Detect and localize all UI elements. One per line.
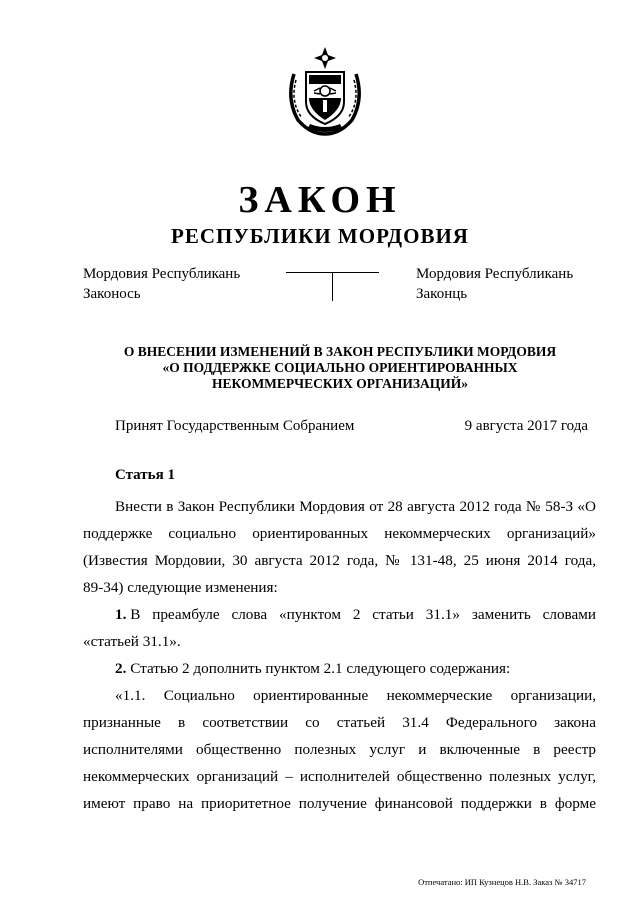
quote-line: признанные в соответствии со статьей 31.4 Федерального закона: [83, 714, 596, 731]
paragraph-line: «статьей 31.1».: [83, 633, 181, 650]
adoption-date: 9 августа 2017 года: [464, 418, 588, 434]
paragraph-line: поддержке социально ориентированных некоммерческих организаций»: [83, 525, 596, 542]
quote-line: исполнителями общественно полезных услуг и включенные в реестр: [83, 741, 596, 758]
paragraph-line: 89-34) следующие изменения:: [83, 579, 278, 596]
item-number: 1.: [115, 606, 127, 623]
moksha-title-right: Мордовия Республикань Законць: [416, 266, 574, 302]
document-title: ЗАКОН: [238, 179, 402, 221]
quote-line: «1.1. Социально ориентированные некоммерческие организации,: [115, 687, 596, 704]
printer-footer: Отпечатано: ИП Кузнецов Н.В. Заказ № 34717: [418, 877, 586, 887]
article-heading: Статья 1: [115, 467, 175, 483]
adopted-by: Принят Государственным Собранием: [115, 418, 355, 434]
paragraph-line: (Известия Мордовии, 30 августа 2012 года, № 131-48, 25 июня 2014 года,: [83, 552, 596, 569]
moksha-title-left: Мордовия Республикань Законось: [83, 266, 241, 302]
document-subtitle: РЕСПУБЛИКИ МОРДОВИЯ: [171, 224, 469, 248]
list-item-2: [115, 659, 596, 679]
quote-line: имеют право на приоритетное получение финансовой поддержки в форме: [83, 795, 596, 812]
coat-of-arms-emblem: [284, 44, 366, 136]
item-text: В преамбуле слова «пунктом 2 статьи 31.1» заменить словами: [130, 606, 596, 623]
header-divider-vertical: [332, 272, 333, 301]
item-number: 2.: [115, 660, 127, 677]
list-item-1: [115, 605, 596, 625]
item-text: Статью 2 дополнить пунктом 2.1 следующего содержания:: [130, 660, 511, 677]
quote-line: некоммерческих организаций – исполнителей общественно полезных услуг,: [83, 768, 596, 785]
paragraph-line: Внести в Закон Республики Мордовия от 28 августа 2012 года № 58-З «О: [115, 498, 596, 515]
law-title: О ВНЕСЕНИИ ИЗМЕНЕНИЙ В ЗАКОН РЕСПУБЛИКИ МОРДОВИЯ «О ПОДДЕРЖКЕ СОЦИАЛЬНО ОРИЕНТИРОВАННЫХ НЕКОММЕРЧЕСКИХ ОРГАНИЗАЦИЙ»: [123, 344, 557, 391]
